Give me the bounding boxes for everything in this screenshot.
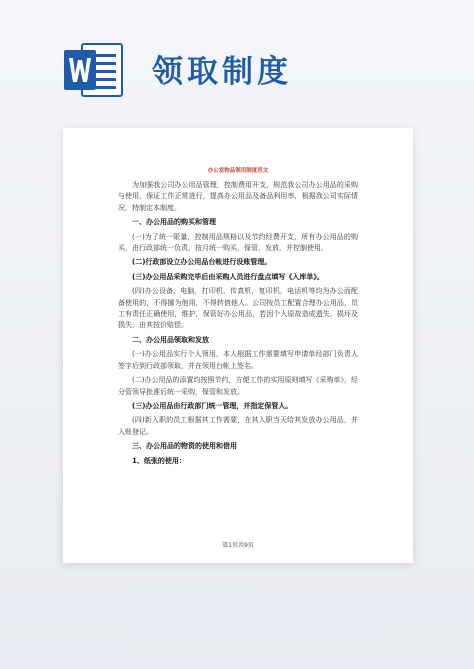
section-heading: 二、办公用品领取和发放 bbox=[132, 335, 209, 344]
bold-paragraph: (二)行政部设立办公用品台帐进行设账管理。 bbox=[132, 258, 272, 267]
bold-paragraph: 1、纸张的使用： bbox=[132, 456, 186, 465]
document-body bbox=[118, 180, 358, 470]
word-document-icon bbox=[62, 40, 124, 100]
section-heading: 一、办公用品的购买和管理 bbox=[132, 218, 216, 227]
body-paragraph: (一)为了统一限量，控制用品规格以及节约经费开支，所有办公用品的购买，由行政部统一负责，按月统一购买，保管，发放，并控制使用。 bbox=[118, 232, 358, 253]
body-paragraph: (一)办公用品实行个人领用，本人根据工作需要填写申请单经部门负责人签字后到行政部领取，并在领用台帐上签名。 bbox=[118, 350, 358, 370]
document-page bbox=[63, 128, 413, 563]
banner-title: 领取制度 bbox=[152, 54, 292, 90]
section-heading: 三、办公用品的物资的使用和借用 bbox=[132, 442, 237, 451]
body-paragraph: (二)办公用品的添置均按照节约，方便工作的实用原则填写《采购单》，经分管领导批准后统一采购，保管和发放。 bbox=[118, 376, 358, 396]
body-paragraph: 为加强我公司办公用品管理，控制费用开支，规范我公司办公用品的采购与使用，保证工作正常进行，提高办公用品及备品利用率，根据我公司实际情况，特制定本制度。 bbox=[118, 181, 358, 212]
document-title: 办公室物品领用制度范文 bbox=[207, 168, 269, 174]
bold-paragraph: (三)办公用品采购完毕后由采购人员进行盘点填写《入库单》。 bbox=[132, 272, 324, 281]
body-paragraph: (四)新入职的员工根据其工作需要，在其入职当天给其发放办公用品，并入账登记。 bbox=[118, 416, 358, 436]
body-paragraph: (四)办公设备，电脑，打印机，传真机，复印机，电话机等均为办公而配备使用的，不得挪为他用，不得转借他人。公司按员工配置合理办公用品，员工有责任正确使用，维护，保管好办公用品，若因个人原故造成遗失，损坏及损失，由其按价赔偿。 bbox=[118, 287, 358, 330]
header-banner bbox=[0, 0, 474, 120]
bold-paragraph: (三)办公用品由行政部门统一管理，并指定保管人。 bbox=[132, 401, 293, 410]
page-footer: 第1页共9页 bbox=[222, 542, 254, 549]
